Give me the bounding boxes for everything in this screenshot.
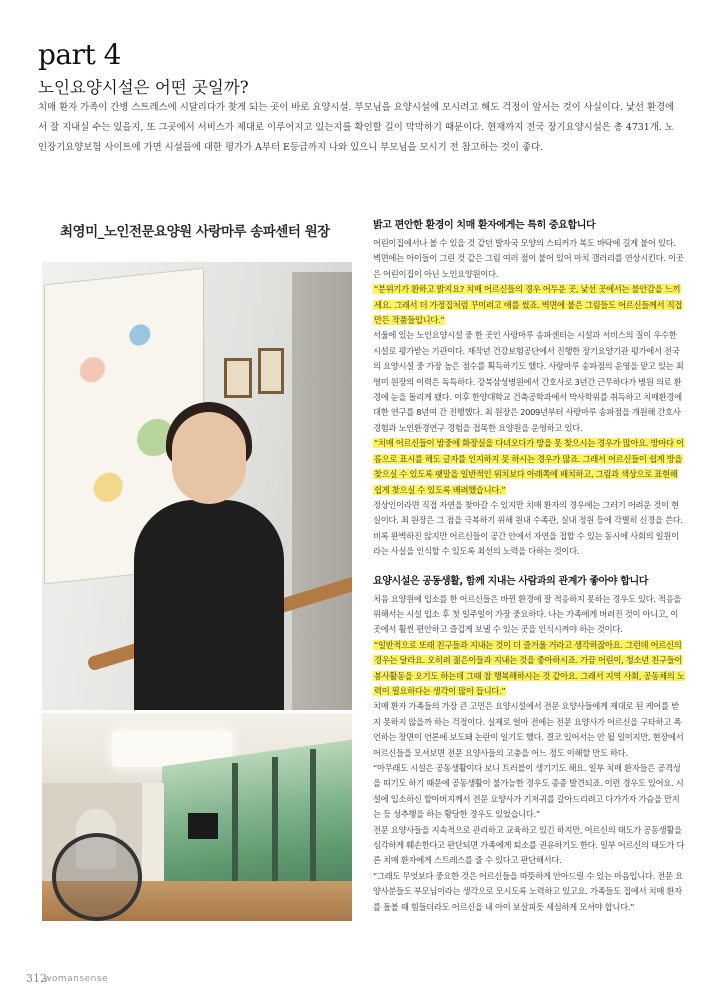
highlighted-quote: “치매 어르신들이 밤중에 화장실을 다녀오다가 방을 못 찾으시는 경우가 많아요. 방마다 이름으로 표시를 해도 글자를 인지하지 못 하시는 경우가 많죠. 그래서 어르신들이 쉽게 방을 찾으실 수 있도록 팻말을 일반적인 위치보다 아래쪽에 배치하고, 그림과 색상으로 표현해 쉽게 찾으실 수 있도록 배려했습니다.” <box>374 438 684 495</box>
intro-paragraph: 치매 환자 가족이 간병 스트레스에 시달리다가 찾게 되는 곳이 바로 요양시설. 부모님을 요양시설에 모시려고 해도 걱정이 앞서는 것이 사실이다. 낯선 환경에서 잘 지내실 수는 있을지, 또 그곳에서 서비스가 제대로 이루어지고 있는지를 확인할 길이 막막하기 때문이다. 현재까지 전국 장기요양시설은 총 4731개. 노인장기요양보험 사이트에 가면 시설들에 대한 평가가 A부터 E등급까지 나와 있으니 부모님을 모시기 전 참고하는 것이 좋다. <box>38 102 675 153</box>
article-subtitle: 노인요양시설은 어떤 곳일까? <box>38 78 249 97</box>
person-head <box>172 412 246 504</box>
person-body <box>134 500 284 710</box>
section1-paragraph: 어린이집에서나 볼 수 있을 것 같던 발자국 모양의 스티커가 복도 바닥에 길게 붙어 있다. 벽면에는 아이들이 그린 것 같은 그림 여러 점이 붙어 있어 마치 갤러리를 연상시킨다. 이곳은 어린이집이 아닌 노인요양원이다. <box>373 238 684 279</box>
highlighted-quote: “일반적으로 또래 친구들과 지내는 것이 더 즐거울 거라고 생각하잖아요. 그런데 어르신의 경우는 달라요. 오히려 젊은이들과 지내는 것을 좋아하시죠. 가끔 어린이, 청소년 친구들이 봉사활동을 오기도 하는데 그때 참 행복해하시는 것 같아요. 그래서 지역 사회, 공동체의 노력이 필요하다는 생각이 많이 듭니다.” <box>374 639 685 696</box>
interviewee-heading: 최영미_노인전문요양원 사랑마루 송파센터 원장 <box>60 224 330 240</box>
door <box>292 272 352 710</box>
wheelchair <box>52 833 142 921</box>
section1-quote <box>373 282 685 328</box>
section1-quote <box>373 436 685 498</box>
mural-tree <box>232 763 238 883</box>
section1-paragraph: 서울에 있는 노인요양시설 중 한 곳인 사랑마루 송파센터는 시설과 서비스의 질이 우수한 시설로 평가받는 기관이다. 재작년 건강보험공단에서 진행한 장기요양기관 평가에서 전국의 요양시설 중 가장 높은 점수를 획득하기도 했다. 사랑마루 송파점의 운영을 맡고 있는 최영미 원장의 이력은 독특하다. 강북삼성병원에서 간호사로 3년간 근무하다가 병원 의료 환경에 눈을 돌리게 됐다. 이후 한양대학교 건축공학과에서 박사학위를 취득하고 치매환경에 대한 연구를 8년여 간 진행했다. 최 원장은 2009년부터 사랑마루 송파점을 개원해 간호사 경험과 노인환경연구 경험을 접목한 요양원을 운영하고 있다. <box>373 330 684 433</box>
mural-tree <box>310 749 316 883</box>
section2-quote <box>373 638 685 700</box>
section2-heading: 요양시설은 공동생활, 함께 지내는 사람과의 관계가 좋아야 합니다 <box>373 575 648 587</box>
picture-frame <box>258 348 284 394</box>
section2-paragraph: “아무래도 시설은 공동생활이다 보니 트러블이 생기기도 해요. 일부 치매 환자들은 공격성을 띠기도 하기 때문에 공동생활이 불가능한 경우도 종종 발견되죠. 이런 경우도 있어요. 시설에 입소하신 할아버지께서 전문 요양사가 기저귀를 갈아드리려고 다가가자 가슴을 만지는 등 성추행을 하는 황당한 경우도 있었습니다.” <box>373 763 684 820</box>
section2-paragraph: 치매 환자 가족들의 가장 큰 고민은 요양시설에서 전문 요양사들에게 제대로 된 케어를 받지 못하지 않을까 하는 걱정이다. 실제로 얼마 전에는 전문 요양사가 어르신을 구타하고 폭언하는 장면이 언론에 보도돼 논란이 일기도 했다. 결코 있어서는 안 될 일이지만, 현장에서 어르신들을 모셔보면 전문 요양사들의 고충을 어느 정도 이해할 만도 하다. <box>373 701 684 758</box>
page-number: 312 <box>26 972 47 985</box>
article-body <box>373 218 685 915</box>
section1-paragraph: 정상인이라면 직접 자연을 찾아갈 수 있지만 치매 환자의 경우에는 그러기 어려운 것이 현실이다. 최 원장은 그 점을 극복하기 위해 원내 수족관, 실내 정원 등에 각별히 신경을 쓴다. 비록 완벽하진 않지만 어르신들이 공간 안에서 자연을 접할 수 있는 동시에 사회의 일원이라는 사실을 인식할 수 있도록 최선의 노력을 다하는 것이다. <box>373 499 683 557</box>
section2-paragraph: 처음 요양원에 입소를 한 어르신들은 바뀐 환경에 잘 적응하지 못하는 경우도 있다. 적응을 위해서는 시설 입소 후 첫 일주일이 가장 중요하다. 나는 가족에게 버려진 것이 아니고, 이곳에서 훨씬 편안하고 즐겁게 보낼 수 있는 곳을 인식시켜야 하는 것이다. <box>373 593 682 635</box>
section1-heading: 밝고 편안한 환경이 치매 환자에게는 특히 중요합니다 <box>373 220 596 231</box>
pillar <box>142 783 164 883</box>
magazine-brand: womansense <box>44 974 109 984</box>
television <box>188 813 218 839</box>
section2-paragraph: “그래도 무엇보다 중요한 것은 어르신들을 따뜻하게 안아드릴 수 있는 마음입니다. 전문 요양사분들도 부모님이라는 생각으로 모시도록 노력하고 있고요. 가족들도 집에서 치매 환자를 돌볼 때 힘들더라도 어르신을 내 아이 보살피듯 세심하게 모셔야 합니다.” <box>373 870 683 912</box>
highlighted-quote: “분위기가 환하고 밝지요? 치매 어르신들의 경우 어두운 곳, 낯선 곳에서는 불안감을 느끼세요. 그래서 더 가정집처럼 꾸미려고 애를 썼죠. 벽면에 붙은 그림들도 어르신들께서 직접 만든 작품들입니다.” <box>374 284 683 326</box>
portrait-photo <box>42 262 352 710</box>
part-title: part 4 <box>38 38 121 71</box>
mural-tree <box>272 757 278 883</box>
picture-frame <box>224 358 252 398</box>
facility-photo <box>42 713 352 921</box>
section2-paragraph: 전문 요양사들을 지속적으로 관리하고 교육하고 있긴 하지만, 어르신의 태도가 공동생활을 심각하게 훼손한다고 판단되면 가족에게 퇴소를 권유하기도 한다. 일부 어르신의 태도가 다른 치매 환자에게 스트레스를 줄 수 있다고 판단해서다. <box>373 824 685 866</box>
